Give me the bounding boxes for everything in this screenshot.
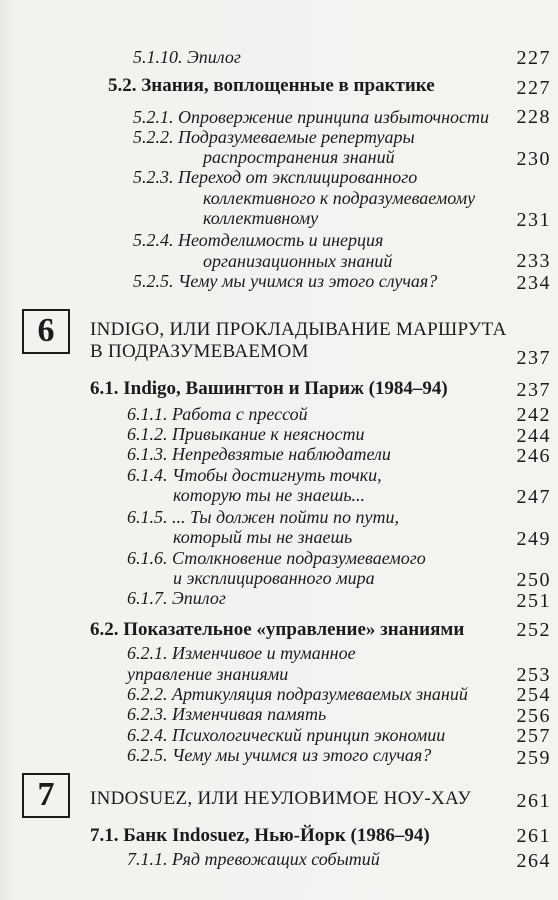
page-number: 253 — [516, 664, 551, 686]
entry-title: Столкновение подразумеваемого — [172, 548, 426, 568]
page-number: 247 — [516, 486, 551, 508]
entry-title-continuation: и эксплицированного мира — [173, 568, 375, 588]
page-number: 256 — [516, 705, 551, 727]
entry-line — [127, 507, 399, 527]
entry-line — [133, 167, 417, 187]
page-number: 249 — [516, 528, 551, 550]
chapter-title: INDIGO, ИЛИ ПРОКЛАДЫВАНИЕ МАРШРУТА — [90, 319, 507, 340]
entry-line — [127, 588, 226, 608]
section-number: 6.2. — [90, 619, 119, 640]
entry-number: 7.1.1. — [127, 849, 168, 869]
entry-title: Ряд тревожащих событий — [172, 849, 380, 869]
page-number: 246 — [516, 445, 551, 467]
entry-number: 6.2.4. — [127, 725, 168, 745]
entry-number: 6.1.5. — [127, 507, 168, 527]
page-number: 230 — [516, 148, 551, 170]
chapter-number-box — [22, 309, 70, 354]
entry-title: Психологический принцип экономии — [172, 725, 446, 745]
entry-number: 5.2.2. — [133, 127, 174, 147]
entry-number: 6.1.3. — [127, 444, 168, 464]
section-line — [90, 826, 430, 846]
entry-title: Подразумеваемые репертуары — [178, 127, 415, 147]
page-number: 250 — [516, 569, 551, 591]
page-number: 227 — [516, 77, 551, 99]
entry-number: 6.1.4. — [127, 465, 168, 485]
entry-number: 5.2.1. — [133, 107, 174, 127]
entry-line — [133, 271, 437, 291]
chapter-number: 7 — [37, 776, 55, 813]
entry-title: Артикуляция подразумеваемых знаний — [172, 684, 468, 704]
page-number: 228 — [516, 106, 551, 128]
page-number: 261 — [516, 825, 551, 847]
page-number: 237 — [516, 379, 551, 401]
page-number: 233 — [516, 250, 551, 272]
entry-number: 6.2.1. — [127, 643, 168, 663]
entry-title-continuation: управление знаниями — [127, 664, 289, 684]
section-title: Показательное «управление» знаниями — [123, 619, 465, 640]
page-number: 244 — [516, 425, 551, 447]
section-number: 7.1. — [90, 825, 119, 846]
entry-line — [127, 849, 380, 869]
entry-number: 6.1.1. — [127, 404, 168, 424]
page-number: 257 — [516, 725, 551, 747]
entry-number: 6.2.5. — [127, 745, 168, 765]
page-number: 227 — [516, 47, 551, 69]
page-number: 237 — [516, 347, 551, 369]
entry-line — [133, 127, 415, 147]
section-number: 6.1. — [90, 378, 119, 399]
page-number: 252 — [516, 619, 551, 641]
entry-title: Чему мы учимся из этого случая? — [178, 271, 438, 291]
entry-title-continuation: коллективному — [203, 208, 319, 228]
entry-line — [127, 704, 326, 724]
entry-line — [127, 643, 356, 663]
entry-title: Работа с прессой — [172, 404, 308, 424]
section-line — [90, 620, 464, 640]
entry-line — [127, 745, 431, 765]
chapter-number: 6 — [37, 312, 55, 349]
entry-line — [127, 404, 308, 424]
entry-title: Чтобы достигнуть точки, — [172, 465, 382, 485]
section-title: Банк Indosuez, Нью-Йорк (1986–94) — [123, 825, 430, 846]
entry-title: Эпилог — [187, 47, 241, 67]
page-number: 242 — [516, 404, 551, 426]
entry-title: Эпилог — [172, 588, 226, 608]
entry-number: 6.1.2. — [127, 424, 168, 444]
section-title: Знания, воплощенные в практике — [141, 75, 435, 96]
entry-number: 5.2.3. — [133, 167, 174, 187]
chapter-number-box — [22, 773, 70, 818]
section-title: Indigo, Вашингтон и Париж (1984–94) — [123, 378, 448, 399]
entry-title-continuation: который ты не знаешь — [173, 527, 353, 547]
entry-title: Изменчивое и туманное — [172, 643, 356, 663]
entry-line — [127, 424, 365, 444]
page-number: 261 — [516, 790, 551, 812]
entry-title: ... Ты должен пойти по пути, — [172, 507, 399, 527]
entry-number: 6.2.3. — [127, 704, 168, 724]
entry-title: Изменчивая память — [172, 704, 327, 724]
entry-title-continuation: организационных знаний — [203, 251, 393, 271]
page-number: 234 — [516, 272, 551, 294]
page-number: 264 — [516, 850, 551, 872]
entry-title-continuation: распространения знаний — [203, 147, 395, 167]
page-number: 259 — [516, 747, 551, 769]
entry-title: Опровержение принципа избыточности — [178, 107, 490, 127]
section-line — [108, 76, 435, 96]
page-number: 254 — [516, 684, 551, 706]
page-number: 231 — [516, 209, 551, 231]
entry-number: 6.1.6. — [127, 548, 168, 568]
entry-number: 5.1.10. — [133, 47, 183, 67]
entry-line — [127, 725, 445, 745]
entry-number: 5.2.5. — [133, 271, 174, 291]
entry-title-continuation: коллективного к подразумеваемому — [203, 188, 476, 208]
entry-title: Неотделимость и инерция — [178, 230, 384, 250]
entry-title-continuation: которую ты не знаешь... — [173, 485, 366, 505]
entry-line — [133, 47, 241, 67]
section-line — [90, 379, 448, 399]
entry-line — [127, 444, 391, 464]
entry-line — [133, 230, 383, 250]
entry-title: Привыкание к неясности — [172, 424, 365, 444]
page-number: 251 — [516, 590, 551, 612]
entry-line — [127, 548, 426, 568]
chapter-title: INDOSUEZ, ИЛИ НЕУЛОВИМОЕ НОУ-ХАУ — [90, 788, 472, 809]
chapter-title-continuation: В ПОДРАЗУМЕВАЕМОМ — [90, 341, 309, 362]
entry-line — [127, 465, 382, 485]
section-number: 5.2. — [108, 75, 137, 96]
entry-number: 6.1.7. — [127, 588, 168, 608]
entry-title: Чему мы учимся из этого случая? — [172, 745, 432, 765]
entry-number: 6.2.2. — [127, 684, 168, 704]
entry-line — [127, 684, 468, 704]
entry-title: Переход от эксплицированного — [178, 167, 418, 187]
entry-number: 5.2.4. — [133, 230, 174, 250]
entry-line — [133, 107, 489, 127]
entry-title: Непредвзятые наблюдатели — [172, 444, 391, 464]
